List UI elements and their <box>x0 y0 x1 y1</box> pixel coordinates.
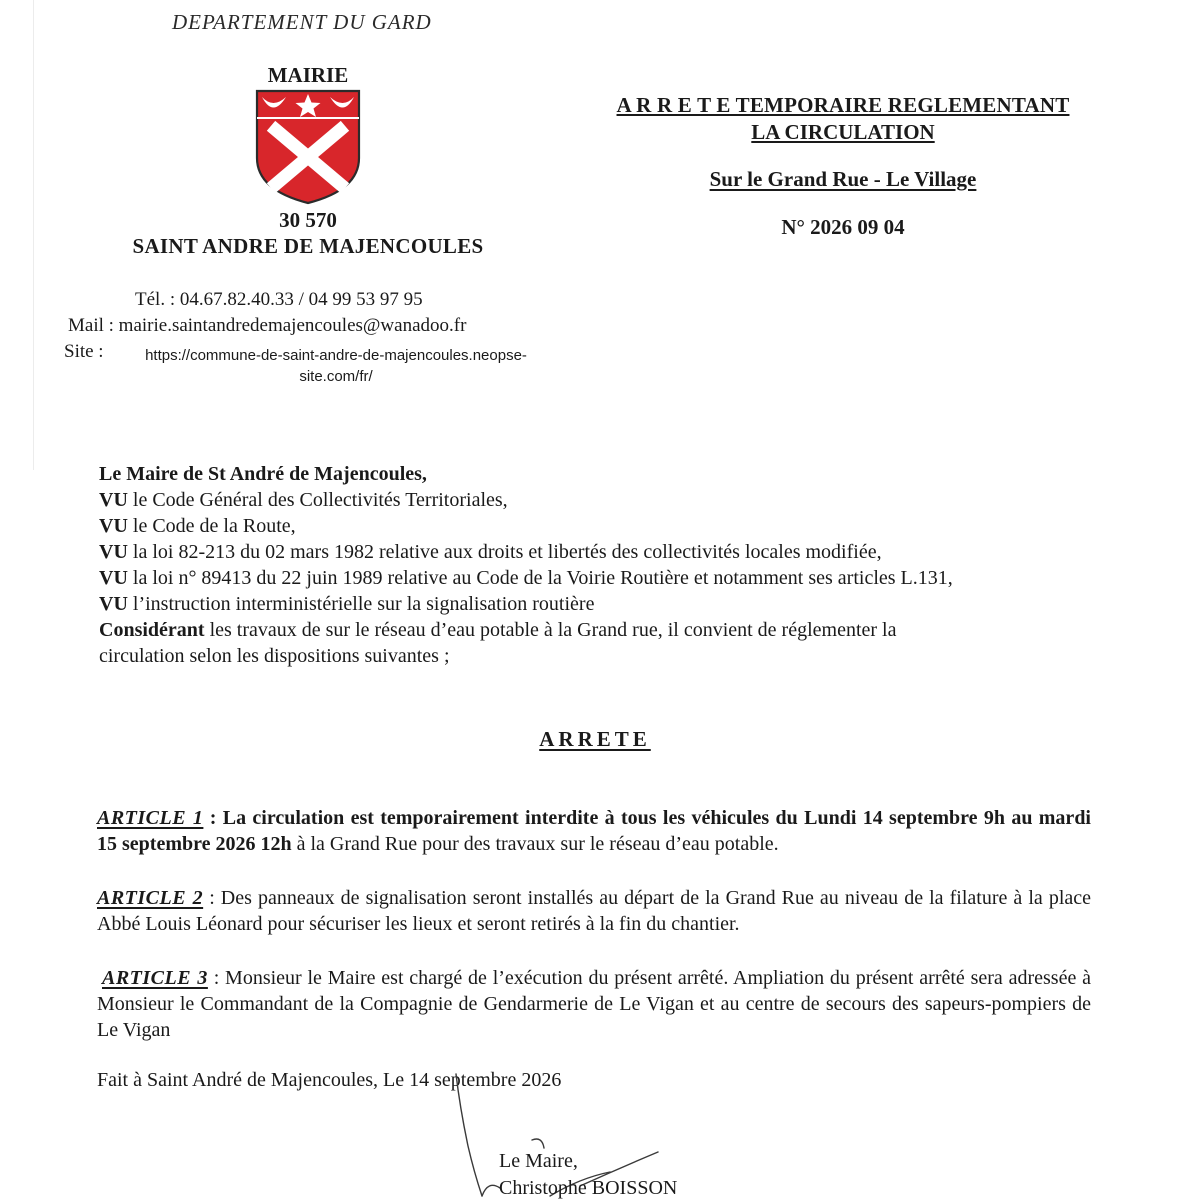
telephone-numbers: Tél. : 04.67.82.40.33 / 04 99 53 97 95 <box>135 289 423 310</box>
vu-label: VU <box>99 541 128 563</box>
arrete-heading <box>0 727 1190 752</box>
preamble-mayor: Le Maire de St André de Majencoules, <box>99 463 427 485</box>
decree-number: N° 2026 09 04 <box>781 215 905 239</box>
article-1-label: ARTICLE 1 <box>97 807 204 829</box>
email-address: Mail : mairie.saintandredemajencoules@wanadoo.fr <box>68 315 467 336</box>
preamble <box>99 461 1099 669</box>
preamble-vu-3 <box>99 539 1099 565</box>
document-title <box>590 92 1096 146</box>
article-1-text: à la Grand Rue pour des travaux sur le réseau d’eau potable. <box>291 833 779 855</box>
considerant-text: les travaux de sur le réseau d’eau potable à la Grand rue, il convient de réglementer la <box>204 619 897 641</box>
preamble-considerant <box>99 617 1099 643</box>
document-subtitle <box>590 167 1096 192</box>
arrete-heading-text: ARRETE <box>539 727 651 751</box>
vu-label: VU <box>99 515 128 537</box>
signatory-title: Le Maire, <box>499 1150 578 1172</box>
article-1 <box>97 805 1091 857</box>
article-3 <box>97 965 1091 1043</box>
title-line1: A R R E T E TEMPORAIRE REGLEMENTANT <box>616 93 1070 117</box>
town-name: SAINT ANDRE DE MAJENCOULES <box>132 234 484 258</box>
scan-edge-line <box>33 0 34 470</box>
postcode: 30 570 <box>279 208 337 232</box>
preamble-vu-5 <box>99 591 1099 617</box>
preamble-vu-4 <box>99 565 1099 591</box>
article-2-text: : Des panneaux de signalisation seront installés au départ de la Grand Rue au niveau de la filature à la place Abbé Louis Léonard pour sécuriser les lieux et seront retirés à la fin du chantier. <box>97 887 1092 935</box>
signatory-name: Christophe BOISSON <box>499 1177 678 1199</box>
vu-text: l’instruction interministérielle sur la signalisation routière <box>127 593 595 615</box>
vu-label: VU <box>99 567 128 589</box>
preamble-vu-1 <box>99 487 1099 513</box>
vu-text: le Code de la Route, <box>127 515 296 537</box>
department-name: DEPARTEMENT DU GARD <box>172 10 432 34</box>
website-url-line2: site.com/fr/ <box>299 368 373 385</box>
title-line2: LA CIRCULATION <box>751 120 935 144</box>
subtitle-text: Sur le Grand Rue - Le Village <box>709 167 977 191</box>
preamble-vu-2 <box>99 513 1099 539</box>
article-2 <box>97 885 1091 937</box>
website-label: Site : <box>64 341 104 362</box>
vu-label: VU <box>99 489 128 511</box>
vu-text: la loi n° 89413 du 22 juin 1989 relative au Code de la Voirie Routière et notamment ses articles L.131, <box>127 567 953 589</box>
vu-label: VU <box>99 593 128 615</box>
preamble-considerant-cont: circulation selon les dispositions suivantes ; <box>99 645 450 667</box>
website-url-line1: https://commune-de-saint-andre-de-majencoules.neopse- <box>145 347 527 364</box>
website-url <box>116 345 556 387</box>
place-and-date: Fait à Saint André de Majencoules, Le 14 septembre 2026 <box>97 1069 562 1091</box>
article-1-bold-text: La circulation est temporairement interdite à tous les véhicules du Lundi 14 septembre 9h au mardi 15 septembre 2026 12h <box>97 807 1091 855</box>
vu-text: la loi 82-213 du 02 mars 1982 relative aux droits et libertés des collectivités locales modifiée, <box>127 541 882 563</box>
coat-of-arms-icon <box>254 88 362 206</box>
vu-text: le Code Général des Collectivités Territoriales, <box>127 489 508 511</box>
considerant-label: Considérant <box>99 619 205 641</box>
article-3-label: ARTICLE 3 <box>102 967 208 989</box>
article-2-label: ARTICLE 2 <box>97 887 204 909</box>
article-3-text: : Monsieur le Maire est chargé de l’exécution du présent arrêté. Ampliation du présent arrêté sera adressée à Monsieur le Commandant de la Compagnie de Gendarmerie de Le Vigan et au centre de secours des sapeurs-pompiers de Le Vigan <box>97 967 1091 1041</box>
mairie-label: MAIRIE <box>267 63 349 87</box>
article-1-separator: : <box>203 807 223 829</box>
